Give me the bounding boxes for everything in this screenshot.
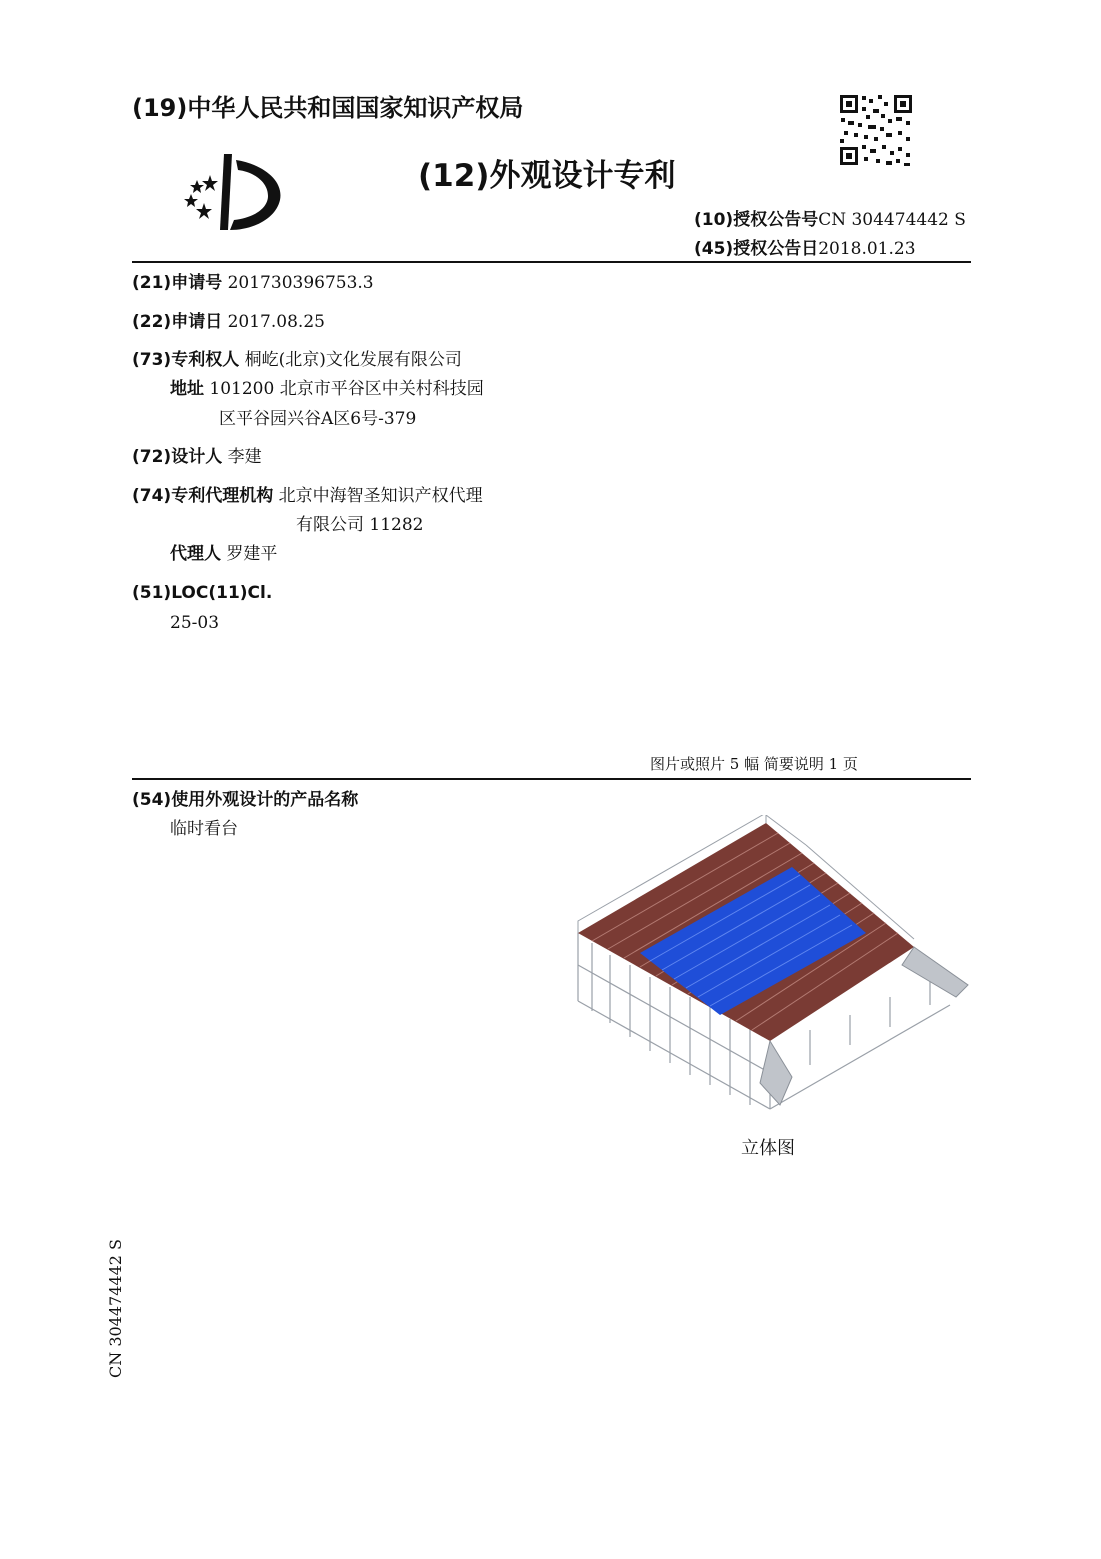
product-name-label: (54)使用外观设计的产品名称 <box>132 790 359 810</box>
front-stairs <box>760 1041 792 1105</box>
cnipa-logo-icon <box>180 150 290 234</box>
agency-label: (74)专利代理机构 <box>132 486 274 506</box>
patentee-label: (73)专利权人 <box>132 350 240 370</box>
address-line-2: 区平谷园兴谷A区6号-379 <box>219 409 417 429</box>
agent-value: 罗建平 <box>226 544 278 564</box>
agent-row <box>170 543 277 565</box>
address-line-1: 101200 北京市平谷区中关村科技园 <box>209 379 484 399</box>
application-number-label: (21)申请号 <box>132 273 223 293</box>
issuing-office: (19)中华人民共和国国家知识产权局 <box>132 94 524 122</box>
product-name-label-row <box>132 789 358 811</box>
agent-label: 代理人 <box>170 544 221 564</box>
designer-row <box>132 446 262 468</box>
patentee-row <box>132 349 462 371</box>
side-publication-id: CN 304474442 S <box>106 1239 125 1378</box>
page-summary: 图片或照片 5 幅 简要说明 1 页 <box>650 755 858 773</box>
right-stairs <box>902 947 968 997</box>
designer-value: 李建 <box>227 447 262 467</box>
grandstand-perspective-figure <box>570 815 980 1120</box>
product-name: 临时看台 <box>170 819 238 839</box>
publication-number-row <box>694 209 966 231</box>
publication-number-value: CN 304474442 S <box>818 210 966 230</box>
application-number-value: 201730396753.3 <box>227 273 374 293</box>
agency-line-1: 北京中海智圣知识产权代理 <box>278 486 483 506</box>
address-row <box>170 378 484 400</box>
application-date-label: (22)申请日 <box>132 312 223 332</box>
loc-classification-value: 25-03 <box>170 613 220 633</box>
designer-label: (72)设计人 <box>132 447 223 467</box>
header-divider <box>132 261 971 263</box>
agency-row <box>132 485 483 507</box>
application-date-value: 2017.08.25 <box>227 312 325 332</box>
application-date-row <box>132 311 325 333</box>
qr-code-icon <box>838 93 914 167</box>
publication-date-row <box>694 238 916 260</box>
publication-date-value: 2018.01.23 <box>818 239 916 259</box>
agency-line-2: 有限公司 11282 <box>296 515 424 535</box>
address-label: 地址 <box>170 379 204 399</box>
figure-caption: 立体图 <box>741 1138 795 1159</box>
application-number-row <box>132 272 374 294</box>
loc-classification-label: (51)LOC(11)Cl. <box>132 583 273 603</box>
publication-date-label: (45)授权公告日 <box>694 239 819 259</box>
document-type-title: (12)外观设计专利 <box>418 158 676 194</box>
patentee-value: 桐屹(北京)文化发展有限公司 <box>244 350 462 370</box>
publication-number-label: (10)授权公告号 <box>694 210 819 230</box>
summary-divider <box>132 778 971 780</box>
